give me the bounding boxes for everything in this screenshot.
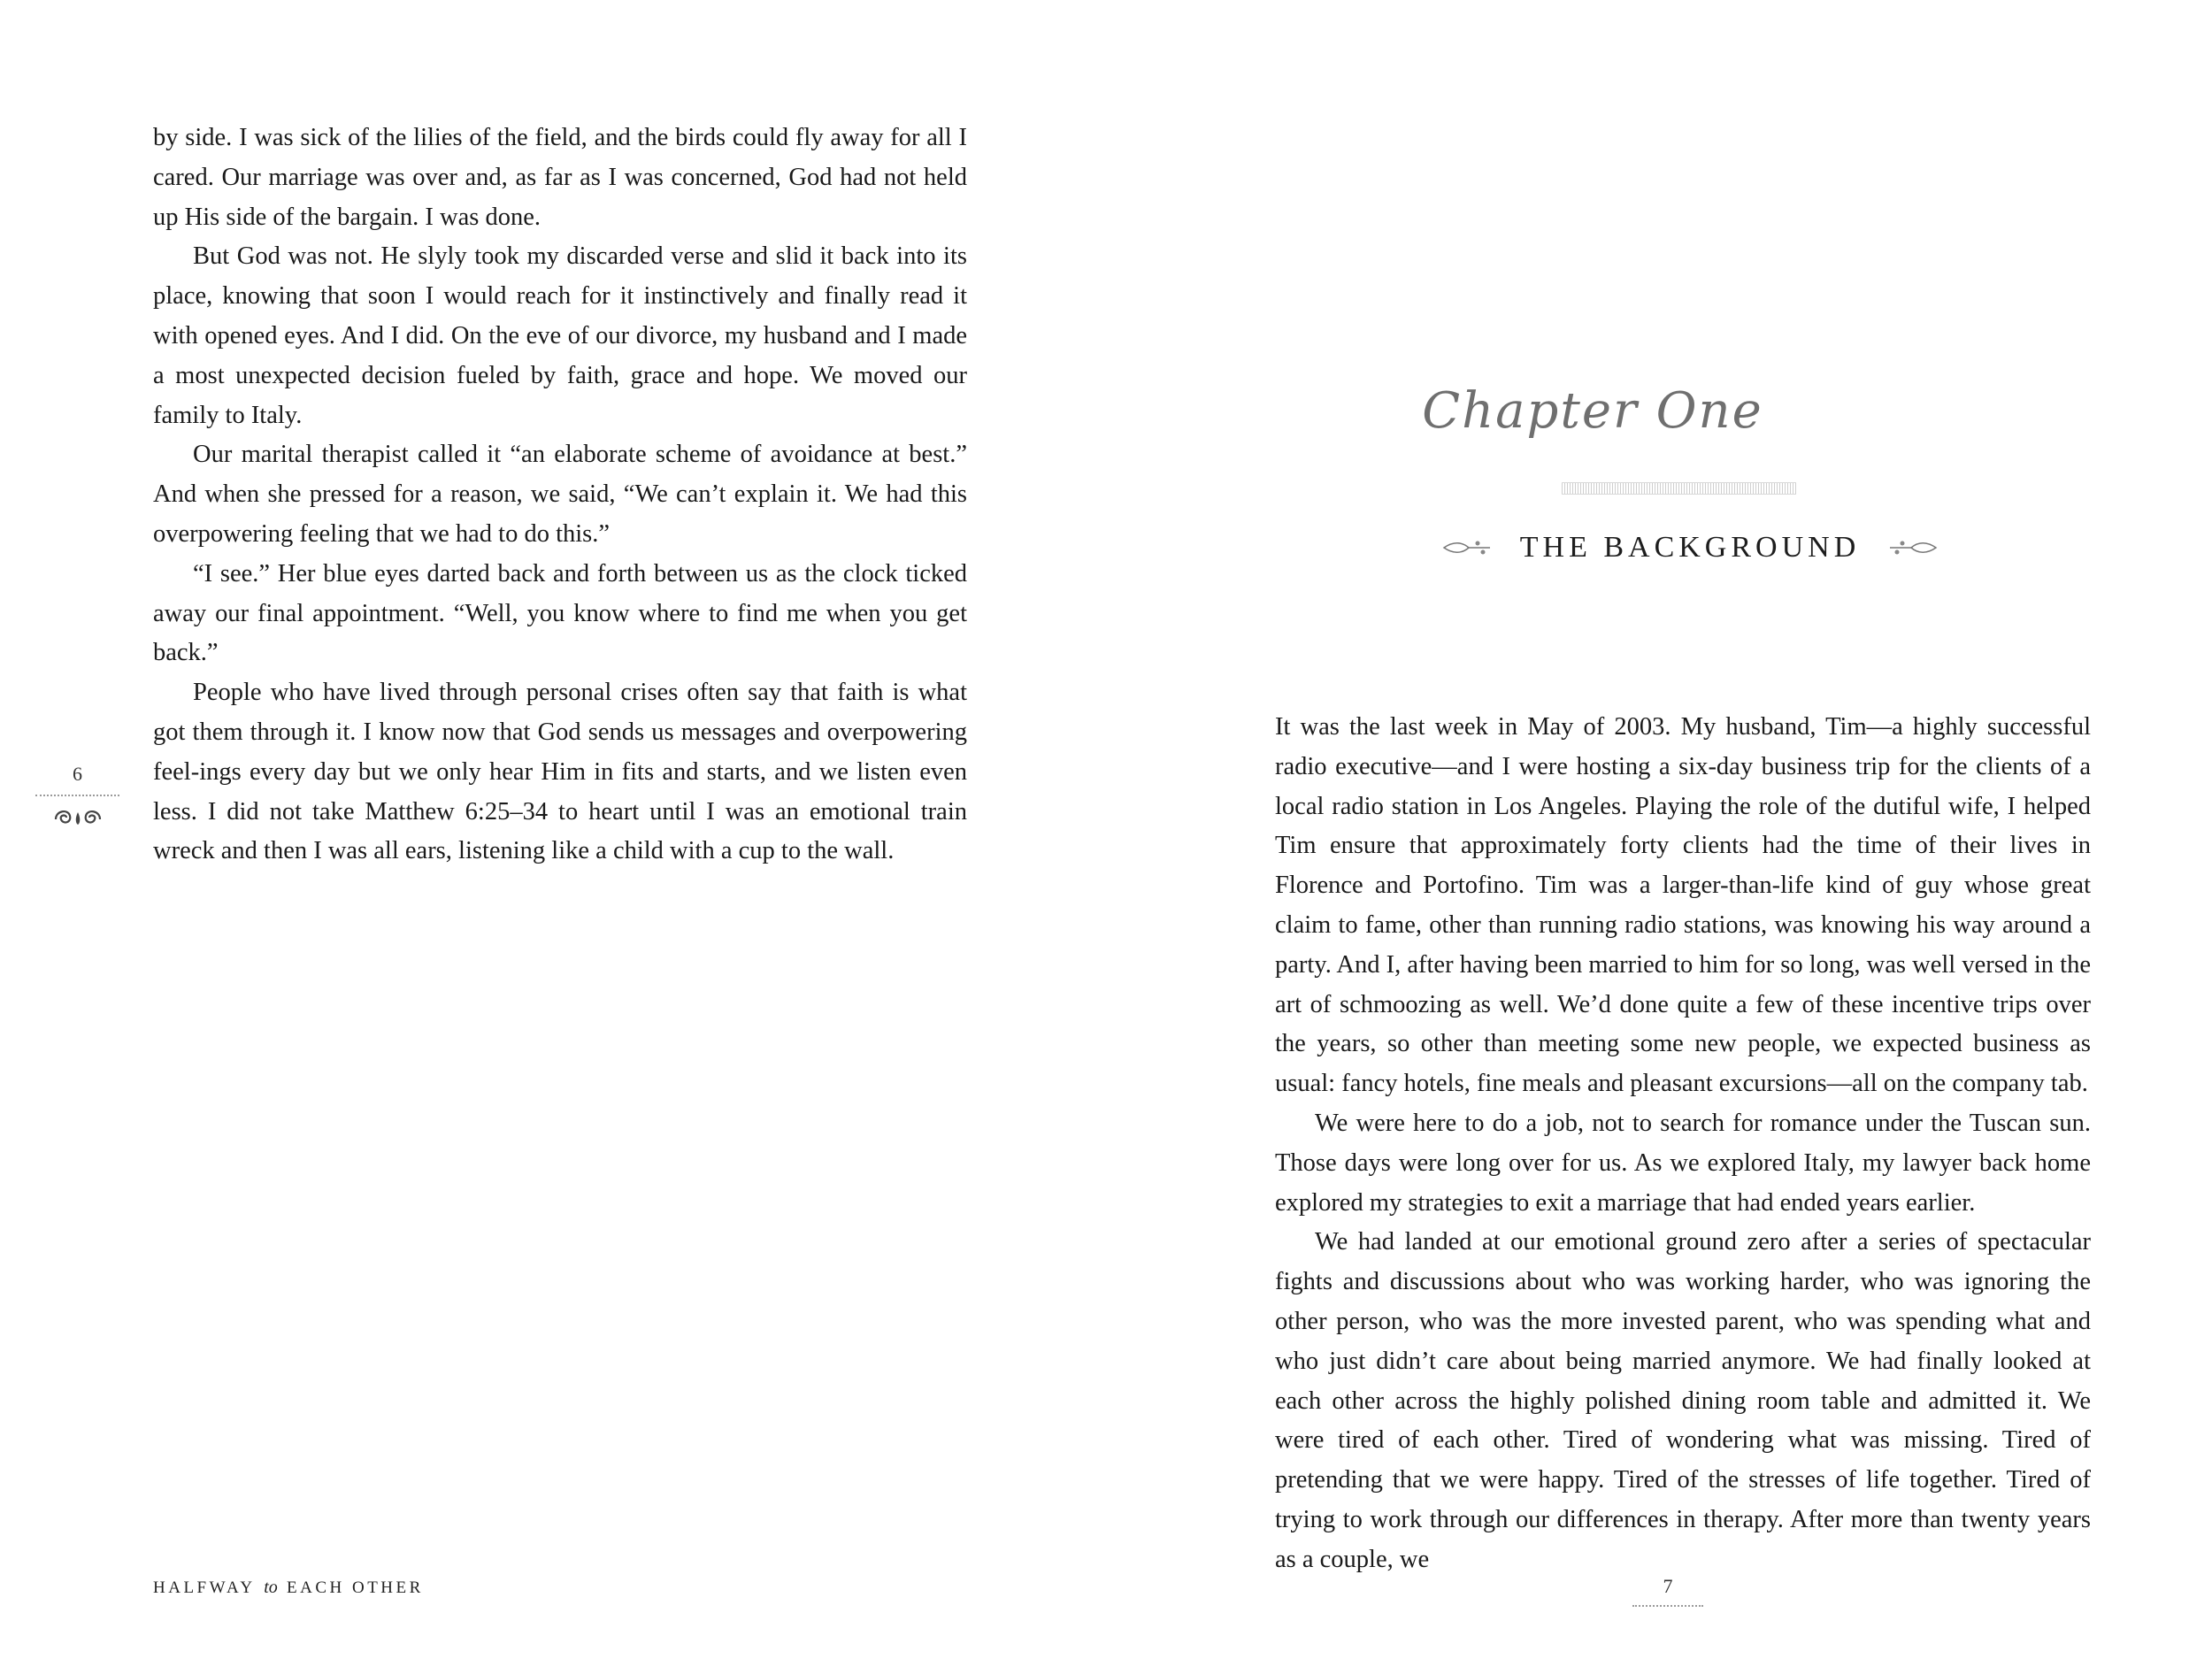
left-folio-rule bbox=[35, 795, 119, 796]
left-paragraph-4: “I see.” Her blue eyes darted back and forth between us as the clock ticked away our final appointment. “Well, you know where to find me when you get back.” bbox=[153, 559, 967, 667]
leaf-ornament-right-icon bbox=[1888, 538, 1938, 557]
right-paragraph-2: We were here to do a job, not to search for romance under the Tuscan sun. Those days were long over for us. As we explored Italy, my lawyer back home explored my strategies to exit a marriage that had ended years earlier. bbox=[1275, 1109, 2091, 1217]
left-paragraph-3: Our marital therapist called it “an elaborate scheme of avoidance at best.” And when she pressed for a reason, we said, “We can’t explain it. We had this overpowering feeling that we had to do this.” bbox=[153, 441, 967, 548]
right-paragraph-3: We had landed at our emotional ground zero after a series of spectacular fights and discussions about who was working harder, who was ignoring the other person, who was the more invested parent, who was spending what and who just didn’t care about being married anymore. We had finally looked at each other across the highly polished dining room table and admitted it. We were tired of each other. Tired of wondering what was missing. Tired of pretending that we were happy. Tired of the stresses of life together. Tired of trying to work through our differences in therapy. After more than twenty years as a couple, we bbox=[1275, 1228, 2091, 1573]
right-paragraph-1: It was the last week in May of 2003. My husband, Tim—a highly successful radio executive—and I were hosting a six-day business trip for the clients of a local radio station in Los Angeles. Playing the role of the dutiful wife, I helped Tim ensure that approximately forty clients had the time of their lives in Florence and Portofino. Tim was a larger-than-life kind of guy whose great claim to fame, other than running radio stations, was knowing his way around a party. And I, after having been married to him for so long, was well versed in the art of schmoozing as well. We’d done quite a few of these incentive trips over the years, so other than meeting some new people, we expected business as usual: fancy hotels, fine meals and pleasant excursions—all on the company tab. bbox=[1275, 713, 2091, 1098]
running-head-part-3: EACH OTHER bbox=[287, 1578, 424, 1597]
right-folio bbox=[1632, 1575, 1703, 1607]
left-paragraph-2: But God was not. He slyly took my discarded verse and slid it back into its place, knowing that soon I would reach for it instinctively and finally read it with opened eyes. And I did. On the eve of our divorce, my husband and I made a most unexpected decision fueled by faith, grace and hope. We moved our family to Italy. bbox=[153, 242, 967, 429]
left-page-body bbox=[153, 119, 967, 872]
running-head-part-1: HALFWAY bbox=[153, 1578, 255, 1597]
left-paragraph-5: People who have lived through personal crises often say that faith is what got them through it. I know now that God sends us messages and overpowering feel-ings every day but we only hear Him in fits and starts, and we listen even less. I did not take Matthew 6:25–34 to heart until I was an emotional train wreck and then I was all ears, listening like a child with a cup to the wall. bbox=[153, 679, 967, 865]
right-folio-rule bbox=[1632, 1605, 1703, 1607]
chapter-label: Chapter One bbox=[1422, 382, 1763, 440]
left-paragraph-1: by side. I was sick of the lilies of the field, and the birds could fly away for all I cared. Our marriage was over and, as far as I was concerned, God had not held up His side of the bargain. I was done. bbox=[153, 124, 967, 231]
chapter-title: THE BACKGROUND bbox=[1519, 531, 1861, 564]
left-page-number: 6 bbox=[73, 763, 82, 785]
right-page-number: 7 bbox=[1663, 1575, 1673, 1597]
chapter-title-row bbox=[1442, 527, 1938, 568]
chapter-divider-rule bbox=[1562, 482, 1796, 495]
right-page-body bbox=[1275, 708, 2091, 1580]
swirl-ornament-icon bbox=[52, 805, 104, 828]
right-page bbox=[1106, 0, 2212, 1659]
running-head-part-2: to bbox=[264, 1578, 278, 1597]
running-head bbox=[153, 1578, 424, 1598]
left-folio bbox=[35, 763, 119, 828]
